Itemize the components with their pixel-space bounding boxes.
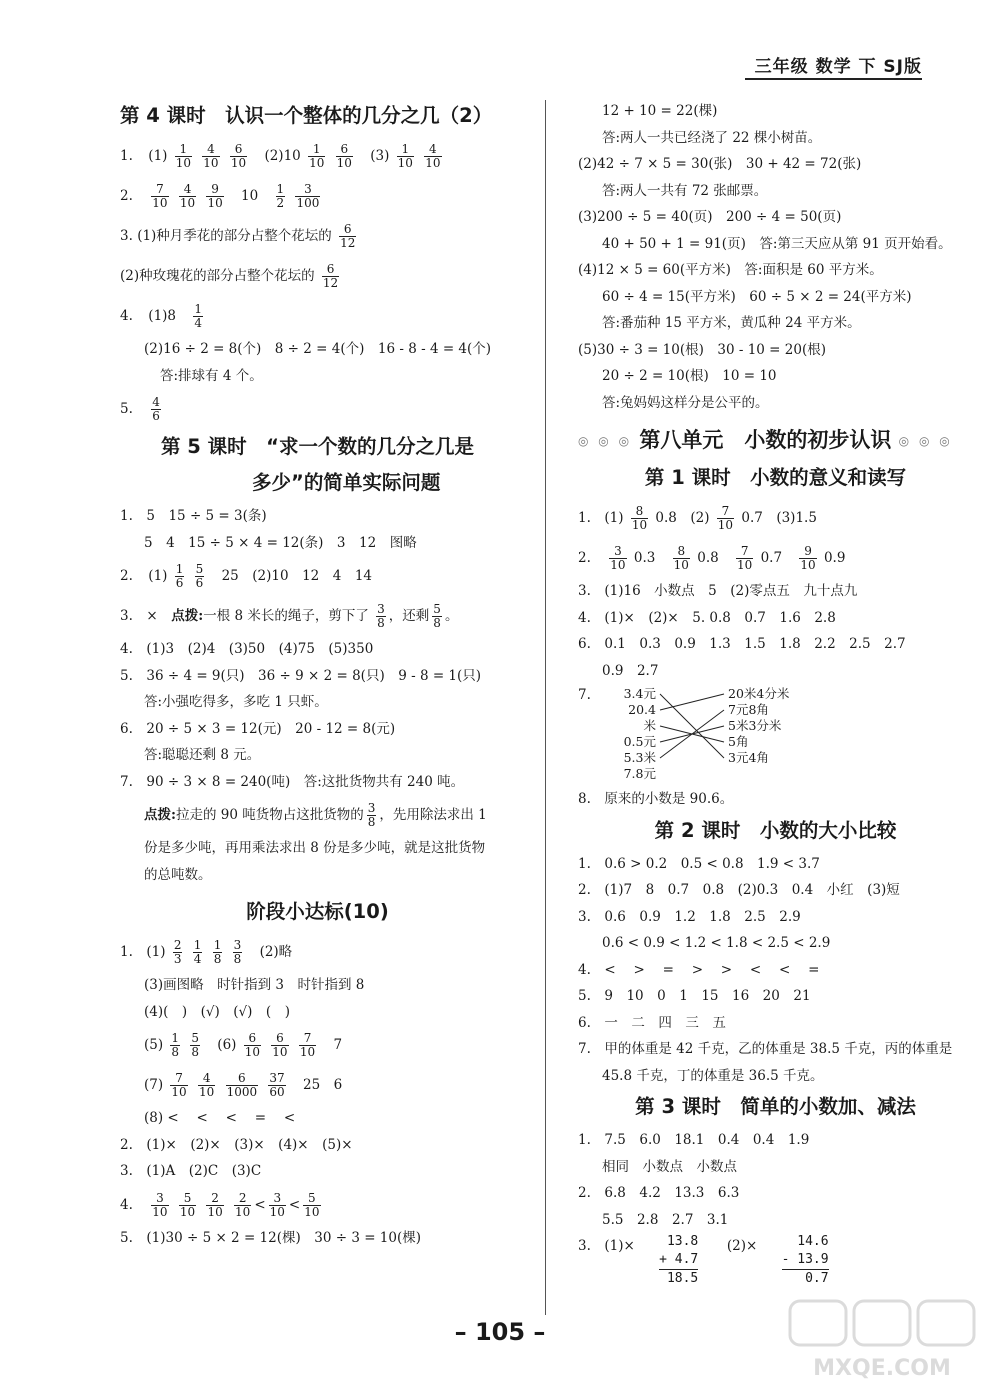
- fraction: $\frac{3}{8}$: [377, 602, 385, 630]
- fraction: $\frac{4}{10}$: [203, 142, 219, 170]
- r-line-1: 12 + 10 = 22(棵): [602, 103, 718, 119]
- fraction: $\frac{7}{10}$: [717, 504, 734, 532]
- st-q1d: (5) $\frac{1}{8}$ $\frac{5}{8}$ (6) $\frac{6}{10}$ $\frac{6}{10}$ $\frac{7}{10}$ 7: [144, 1031, 343, 1059]
- st-q1e: (7) $\frac{7}{10}$ $\frac{4}{10}$ $\frac{6}{1000}$ $\frac{37}{60}$ 25 6: [144, 1071, 343, 1099]
- fraction: $\frac{5}{10}$: [179, 1190, 196, 1219]
- s5-q1b: 5 4 15 ÷ 5 × 4 = 12(条) 3 12 图略: [144, 534, 417, 551]
- fraction: $\frac{1}{6}$: [175, 562, 184, 590]
- r-line-12: 答:兔妈妈这样分是公平的。: [602, 394, 769, 411]
- r-line-6: 40 + 50 + 1 = 91(页) 答:第三天应从第 91 页开始看。: [602, 235, 952, 252]
- r-line-11: 20 ÷ 2 = 10(根) 10 = 10: [602, 368, 777, 384]
- s5-q6b: 答:聪聪还剩 8 元。: [144, 747, 261, 763]
- matching-exercise: 7. 3.4元 20.4米 0.5元 5.3米 7.8元 20米4分米 7元8角 5米3分米 5角 3元4角: [578, 686, 790, 781]
- fraction: $\frac{3}{100}$: [296, 182, 320, 210]
- lesson4-title: 第 4 课时 认识一个整体的几分之几（2）: [120, 104, 493, 127]
- r-line-9: 答:番茄种 15 平方米，黄瓜种 24 平方米。: [602, 315, 861, 331]
- fraction: $\frac{6}{10}$: [336, 142, 352, 170]
- page-number: – 105 –: [454, 1318, 546, 1346]
- left-column: [120, 98, 515, 1251]
- match-left-item: 7.8元: [623, 766, 656, 781]
- u3-q1a: 1. 7.5 6.0 18.1 0.4 0.4 1.9: [578, 1132, 810, 1148]
- s5-tip-1: 点拨:拉走的 90 吨货物占这批货物的 $\frac{3}{8}$ ，先用除法求出 1: [144, 801, 487, 829]
- fraction: $\frac{3}{8}$: [367, 801, 376, 829]
- s5-q2: 2. (1) $\frac{1}{6}$ $\frac{5}{6}$ 25 (2)10 12 4 14: [120, 562, 373, 590]
- fraction: $\frac{6}{10}$: [272, 1031, 288, 1059]
- s4-q1: 1. (1) $\frac{1}{10}$ $\frac{4}{10}$ $\frac{6}{10}$ (2)10 $\frac{1}{10}$ $\frac{6}{10}$ (3) $\frac{1}{10}$ $\frac{4}{10}$: [120, 142, 441, 170]
- s4-q2: 2. $\frac{7}{10}$ $\frac{4}{10}$ $\frac{9}{10}$ 10 $\frac{1}{2}$ $\frac{3}{100}$: [120, 182, 320, 210]
- st-q1a: 1. (1) $\frac{2}{3}$ $\frac{1}{4}$ $\frac{1}{8}$ $\frac{3}{8}$ (2)略: [120, 938, 293, 966]
- fraction: $\frac{3}{10}$: [152, 1190, 168, 1219]
- u2-q1: 1. 0.6 > 0.2 0.5 < 0.8 1.9 < 3.7: [578, 855, 820, 872]
- fraction: $\frac{1}{4}$: [194, 302, 202, 330]
- page-header: 三年级 数学 下 SJ版: [754, 57, 922, 77]
- fraction: $\frac{9}{10}$: [207, 182, 223, 210]
- decorative-dots: ◎ ◎ ◎: [578, 434, 633, 448]
- fraction: $\frac{3}{10}$: [610, 544, 626, 572]
- match-left-list: [616, 686, 656, 782]
- u1-q8: 8. 原来的小数是 90.6。: [578, 791, 734, 807]
- fraction: $\frac{2}{10}$: [235, 1190, 251, 1219]
- s5-q7: 7. 90 ÷ 3 × 8 = 240(吨) 答:这批货物共有 240 吨。: [120, 773, 465, 790]
- u2-q5: 5. 9 10 0 1 15 16 20 21: [578, 988, 811, 1004]
- match-left-item: 3.4元: [623, 686, 656, 701]
- vertical-calc-1: 13.8 + 4.7 18.5: [659, 1234, 699, 1286]
- fraction: $\frac{4}{10}$: [199, 1071, 215, 1099]
- fraction: $\frac{7}{10}$: [299, 1031, 316, 1059]
- fraction: $\frac{2}{3}$: [173, 938, 182, 966]
- match-right-item: 20米4分米: [728, 686, 790, 701]
- st-q1b: (3)画图略 时针指到 3 时针指到 8: [144, 977, 365, 993]
- fraction: $\frac{1}{8}$: [171, 1031, 180, 1059]
- u1-q6a: 6. 0.1 0.3 0.9 1.3 1.5 1.8 2.2 2.5 2.7: [578, 636, 906, 652]
- fraction: $\frac{2}{10}$: [207, 1190, 223, 1219]
- u2-q3b: 0.6 < 0.9 < 1.2 < 1.8 < 2.5 < 2.9: [602, 935, 831, 951]
- fraction: $\frac{37}{60}$: [269, 1071, 285, 1099]
- fraction: $\frac{4}{6}$: [152, 395, 160, 423]
- vertical-calc-2: 14.6 - 13.9 0.7: [781, 1234, 829, 1286]
- s4-q4c: 答:排球有 4 个。: [160, 367, 263, 384]
- s4-q3b: (2)种玫瑰花的部分占整个花坛的 $\frac{6}{12}$: [120, 262, 339, 290]
- fraction: $\frac{1}{10}$: [397, 142, 413, 170]
- matching-lines: [658, 686, 726, 770]
- fraction: $\frac{8}{10}$: [631, 504, 648, 532]
- fraction: $\frac{7}{10}$: [152, 182, 168, 210]
- match-right-item: 3元4角: [728, 750, 769, 765]
- stage-test-title: 阶段小达标(10): [246, 900, 389, 923]
- r-line-10: (5)30 ÷ 3 = 10(根) 30 - 10 = 20(根): [578, 341, 826, 358]
- st-q1c: (4)( ) (√) (√) ( ): [144, 1003, 290, 1020]
- r-line-4: 答:两人一共有 72 张邮票。: [602, 182, 768, 199]
- fraction: $\frac{5}{10}$: [304, 1190, 320, 1219]
- fraction: $\frac{9}{10}$: [800, 544, 816, 572]
- st-q2: 2. (1)× (2)× (3)× (4)× (5)×: [120, 1136, 353, 1153]
- fraction: $\frac{3}{10}$: [269, 1190, 285, 1219]
- decorative-dots: ◎ ◎ ◎: [898, 434, 953, 448]
- fraction: $\frac{6}{12}$: [340, 222, 356, 250]
- s5-tip-3: 的总吨数。: [144, 866, 212, 883]
- s5-tip-2: 份是多少吨，再用乘法求出 8 份是多少吨，就是这批货物: [144, 840, 486, 856]
- s4-q3a: 3. (1)种月季花的部分占整个花坛的 $\frac{6}{12}$: [120, 222, 356, 250]
- fraction: $\frac{4}{10}$: [425, 142, 441, 170]
- s5-q1a: 1. 5 15 ÷ 5 = 3(条): [120, 508, 267, 524]
- fraction: $\frac{1}{2}$: [276, 182, 285, 210]
- u3-q3: 3. (1)× 13.8 + 4.7 18.5 (2)× 14.6 - 13.9 0.7: [578, 1234, 829, 1286]
- u2-q2: 2. (1)7 8 0.7 0.8 (2)0.3 0.4 小红 (3)短: [578, 882, 900, 898]
- st-q3: 3. (1)A (2)C (3)C: [120, 1163, 262, 1179]
- st-q5: 5. (1)30 ÷ 5 × 2 = 12(棵) 30 ÷ 3 = 10(棵): [120, 1229, 422, 1246]
- fraction: $\frac{6}{10}$: [230, 142, 247, 170]
- r-line-3: (2)42 ÷ 7 × 5 = 30(张) 30 + 42 = 72(张): [578, 156, 862, 172]
- s4-q5: 5. $\frac{4}{6}$: [120, 395, 160, 423]
- fraction: $\frac{7}{10}$: [171, 1071, 187, 1099]
- lesson5-title-1: 第 5 课时 “求一个数的几分之几是: [161, 435, 474, 458]
- match-left-item: 5.3米: [623, 750, 656, 765]
- u1-q3: 3. (1)16 小数点 5 (2)零点五 九十点九: [578, 583, 858, 599]
- watermark-logo: [782, 1295, 982, 1385]
- u1-q2: 2. $\frac{3}{10}$ 0.3 $\frac{8}{10}$ 0.8 $\frac{7}{10}$ 0.7 $\frac{9}{10}$ 0.9: [578, 544, 846, 572]
- u2-q4: 4. < > = > > < < =: [578, 961, 820, 978]
- u3-q2a: 2. 6.8 4.2 13.3 6.3: [578, 1185, 740, 1201]
- u2-q6: 6. 一 二 四 三 五: [578, 1014, 726, 1031]
- s5-q3: 3. × 点拨:一根 8 米长的绳子，剪下了 $\frac{3}{8}$ ，还剩 $\frac{5}{8}$ 。: [120, 602, 459, 630]
- right-column: [578, 98, 973, 1288]
- u2-title: 第 2 课时 小数的大小比较: [654, 818, 897, 842]
- match-right-item: 5米3分米: [728, 718, 782, 733]
- match-right-list: [728, 686, 789, 766]
- u3-q1b: 相同 小数点 小数点: [602, 1158, 737, 1175]
- lesson5-title-2: 多少”的简单实际问题: [252, 471, 441, 494]
- u2-q7b: 45.8 千克，丁的体重是 36.5 千克。: [602, 1067, 824, 1084]
- r-line-5: (3)200 ÷ 5 = 40(页) 200 ÷ 4 = 50(页): [578, 209, 842, 225]
- u1-q1: 1. (1) $\frac{8}{10}$ 0.8 (2) $\frac{7}{10}$ 0.7 (3)1.5: [578, 504, 817, 532]
- st-q1f: (8) < < < = <: [144, 1110, 296, 1126]
- u3-title: 第 3 课时 简单的小数加、减法: [635, 1095, 916, 1118]
- fraction: $\frac{5}{8}$: [433, 602, 441, 630]
- s5-q5a: 5. 36 ÷ 4 = 9(只) 36 ÷ 9 × 2 = 8(只) 9 - 8 = 1(只): [120, 667, 482, 684]
- st-q4: 4. $\frac{3}{10}$ $\frac{5}{10}$ $\frac{2}{10}$ $\frac{2}{10}$ < $\frac{3}{10}$ < $\frac{5}{10}$: [120, 1190, 320, 1219]
- fraction: $\frac{1}{10}$: [175, 142, 191, 170]
- fraction: $\frac{1}{4}$: [193, 938, 202, 966]
- r-line-8: 60 ÷ 4 = 15(平方米) 60 ÷ 5 × 2 = 24(平方米): [602, 288, 912, 305]
- match-left-item: 0.5元: [623, 734, 656, 749]
- r-line-7: (4)12 × 5 = 60(平方米) 答:面积是 60 平方米。: [578, 262, 883, 278]
- fraction: $\frac{8}{10}$: [673, 544, 689, 572]
- u3-q2b: 5.5 2.8 2.7 3.1: [602, 1211, 729, 1228]
- s5-q5b: 答:小强吃得多，多吃 1 只虾。: [144, 694, 328, 710]
- u1-title: 第 1 课时 小数的意义和读写: [644, 466, 907, 489]
- svg-text:MXQE.COM: MXQE.COM: [813, 1356, 951, 1381]
- fraction: $\frac{3}{8}$: [233, 938, 242, 966]
- u2-q7a: 7. 甲的体重是 42 千克，乙的体重是 38.5 千克，丙的体重是: [578, 1041, 953, 1057]
- r-line-2: 答:两人一共已经浇了 22 棵小树苗。: [602, 129, 822, 146]
- column-divider: [545, 100, 546, 1315]
- s5-q4: 4. (1)3 (2)4 (3)50 (4)75 (5)350: [120, 641, 374, 657]
- match-left-item: 20.4米: [628, 702, 656, 733]
- s5-q6a: 6. 20 ÷ 5 × 3 = 12(元) 20 - 12 = 8(元): [120, 720, 396, 737]
- match-right-item: 7元8角: [728, 702, 769, 717]
- match-right-item: 5角: [728, 734, 749, 749]
- fraction: $\frac{4}{10}$: [179, 182, 196, 210]
- header-rule: [745, 78, 922, 80]
- fraction: $\frac{5}{6}$: [195, 562, 204, 590]
- fraction: $\frac{7}{10}$: [737, 544, 753, 572]
- fraction: $\frac{6}{10}$: [244, 1031, 260, 1059]
- fraction: $\frac{1}{8}$: [213, 938, 222, 966]
- fraction: $\frac{6}{12}$: [322, 262, 339, 290]
- u2-q3a: 3. 0.6 0.9 1.2 1.8 2.5 2.9: [578, 908, 801, 925]
- fraction: $\frac{6}{1000}$: [226, 1071, 258, 1099]
- u1-q6b: 0.9 2.7: [602, 662, 659, 679]
- unit8-title: ◎ ◎ ◎ 第八单元 小数的初步认识 ◎ ◎ ◎: [578, 428, 953, 452]
- fraction: $\frac{5}{8}$: [191, 1031, 199, 1059]
- s4-q4b: (2)16 ÷ 2 = 8(个) 8 ÷ 2 = 4(个) 16 - 8 - 4 = 4(个): [144, 341, 492, 357]
- fraction: $\frac{1}{10}$: [309, 142, 325, 170]
- s4-q4a: 4. (1)8 $\frac{1}{4}$: [120, 302, 202, 330]
- u1-q4: 4. (1)× (2)× 5. 0.8 0.7 1.6 2.8: [578, 609, 836, 626]
